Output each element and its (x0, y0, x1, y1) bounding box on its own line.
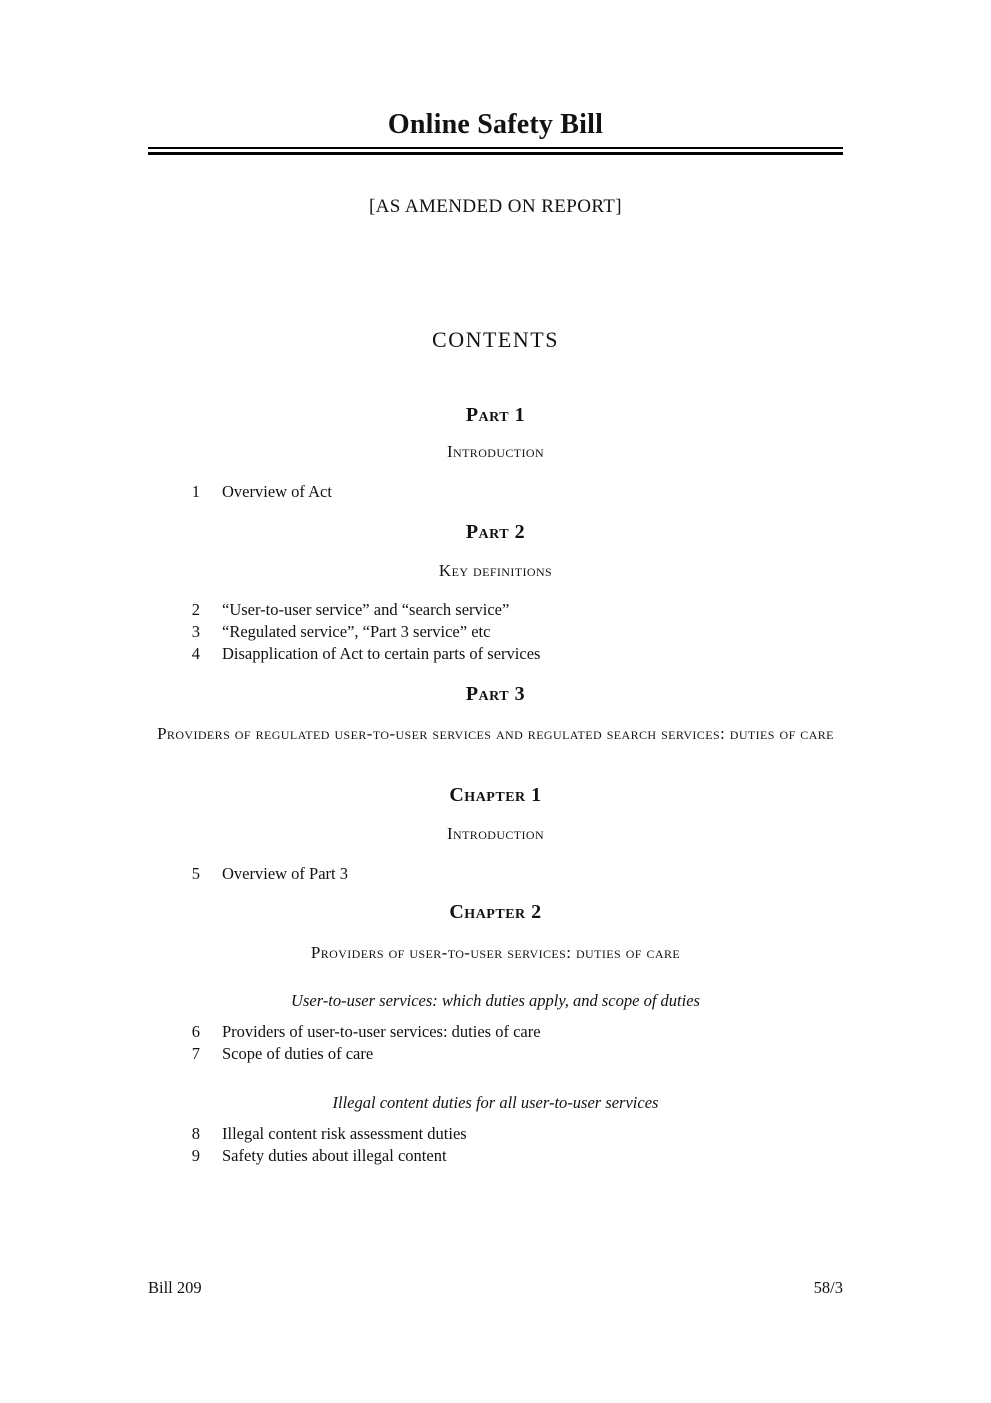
group-2-items (148, 1123, 843, 1167)
toc-item-number: 4 (191, 644, 200, 663)
toc-item-text: Overview of Act (222, 482, 332, 501)
part-3-title: Providers of regulated user-to-user services and regulated search services: duties of care (157, 724, 834, 743)
group-heading: Illegal content duties for all user-to-user services (332, 1093, 659, 1112)
toc-item-text: Providers of user-to-user services: duties of care (222, 1022, 541, 1041)
toc-item-row (148, 1145, 843, 1167)
part-1-label: Part 1 (465, 404, 526, 426)
part-2-title: Key definitions (438, 561, 553, 580)
footer-bill-number: Bill 209 (148, 1278, 202, 1297)
part-1-items (148, 481, 843, 503)
toc-item-row (148, 1123, 843, 1145)
chapter-2-title: Providers of user-to-user services: duties of care (310, 943, 681, 962)
group-heading: User-to-user services: which duties apply, and scope of duties (291, 991, 700, 1010)
toc-item-text: Disapplication of Act to certain parts of services (222, 644, 541, 663)
part-2-label: Part 2 (465, 521, 526, 543)
chapter-1-title: Introduction (446, 824, 545, 843)
toc-item-text: “Regulated service”, “Part 3 service” etc (222, 622, 491, 641)
part-2-items (148, 599, 843, 665)
toc-item-text: “User-to-user service” and “search service” (222, 600, 510, 619)
toc-item-number: 1 (191, 482, 200, 501)
chapter-1-items (148, 863, 843, 885)
toc-item-text: Safety duties about illegal content (222, 1146, 447, 1165)
toc-item-row (148, 643, 843, 665)
toc-item-row (148, 1043, 843, 1065)
toc-item-number: 9 (191, 1146, 200, 1165)
footer-page-ref: 58/3 (813, 1278, 843, 1297)
toc-item-row (148, 1021, 843, 1043)
document-title: Online Safety Bill (387, 109, 604, 140)
toc-item-text: Overview of Part 3 (222, 864, 349, 883)
toc-item-text: Illegal content risk assessment duties (222, 1124, 467, 1143)
toc-item-number: 2 (191, 600, 200, 619)
toc-item-row (148, 621, 843, 643)
toc-item-number: 8 (191, 1124, 200, 1143)
part-1-title: Introduction (446, 442, 545, 461)
toc-item-row (148, 481, 843, 503)
part-3-label: Part 3 (465, 683, 526, 705)
chapter-2-label: Chapter 2 (449, 901, 542, 923)
toc-item-number: 3 (191, 622, 200, 641)
amendment-note: [AS AMENDED ON REPORT] (368, 196, 623, 217)
toc-item-number: 6 (191, 1022, 200, 1041)
title-rule (148, 147, 843, 155)
toc-item-number: 5 (191, 864, 200, 883)
toc-item-text: Scope of duties of care (222, 1044, 374, 1063)
toc-item-number: 7 (191, 1044, 200, 1063)
toc-item-row (148, 599, 843, 621)
chapter-1-label: Chapter 1 (449, 784, 542, 806)
group-1-items (148, 1021, 843, 1065)
contents-heading: CONTENTS (432, 327, 559, 352)
toc-item-row (148, 863, 843, 885)
